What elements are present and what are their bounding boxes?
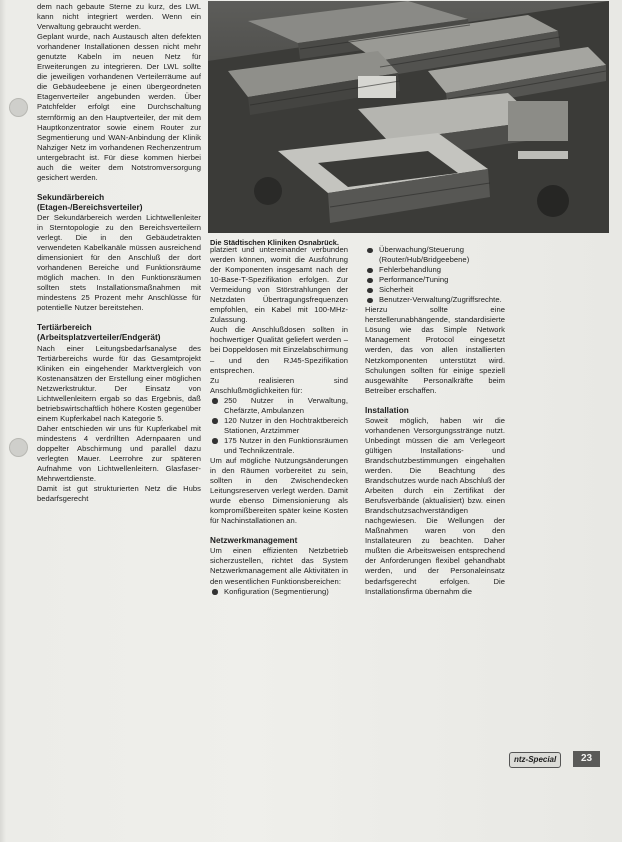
list-item: Performance/Tuning bbox=[365, 275, 505, 285]
text-column-3 bbox=[365, 245, 505, 597]
list-item: Sicherheit bbox=[365, 285, 505, 295]
text-column-1 bbox=[37, 2, 201, 504]
list-item: Überwachung/Steuerung (Router/Hub/Bridgeebene) bbox=[365, 245, 505, 265]
hospital-photo-illustration bbox=[208, 1, 609, 233]
punch-hole bbox=[9, 98, 28, 117]
paragraph: Geplant wurde, nach Austausch alten defekten vorhandener Installationen dessen nicht mehr genutzte Kabeln im neuen Netz für Erweiterungen zu integrieren. Der LWL sollte die jeweiligen vorhandenen Verteilerräume auf die Gebäudeebene je einen übergeordneten Etagenverteiler angebunden werden. Über Patchfelder erfolgt eine Durchschaltung sternförmig an den Hauptverteiler, der mit dem Hauptkonzentrator sowie einem Router zur Segmentierung und WAN-Anbindung der Klinik Nahziger Netz im vorhandenen Rechenzentrum untergebracht ist. Für diese kommen hierbei auch die weiter dem Notstromversorgung gesichert werden. bbox=[37, 32, 201, 182]
hospital-aerial-photo bbox=[208, 1, 609, 233]
section-heading: Tertiärbereich (Arbeitsplatzverteiler/Endgerät) bbox=[37, 323, 161, 343]
paragraph: Daher entschieden wir uns für Kupferkabel mit mindestens 4 verdrillten Adernpaaren und doppelter Abschirmung und parallel dazu verlegten Mauer. Leerrohre zur späteren Aufnahme von Lichtwellenleitern. Glasfaser-Mehrwertdienste. bbox=[37, 423, 201, 484]
photo-caption: Die Städtischen Kliniken Osnabrück. bbox=[210, 238, 339, 247]
paragraph: Zu realisieren sind Anschlußmöglichkeiten für: bbox=[210, 375, 348, 395]
paragraph: Um auf mögliche Nutzungsänderungen in den Räumen vorbereitet zu sein, sollten in den Zwischendecken Leitungsreserven verlegt werden. Damit wurde ebenso Dimensionierung als kompromißbereiten später keine Kosten für Nachinstallationen an. bbox=[210, 455, 348, 526]
section-heading: Installation bbox=[365, 405, 409, 415]
paragraph: Um einen effizienten Netzbetrieb sicherzustellen, richtet das System Netzwerkmanagement alle Aktivitäten in den wesentlichen Funktionsbereichen: bbox=[210, 546, 348, 586]
page-number: 23 bbox=[573, 751, 600, 767]
paragraph: Damit ist gut strukturierten Netz die Hubs bedarfsgerecht bbox=[37, 484, 201, 504]
bullet-list bbox=[365, 245, 505, 305]
magazine-logo: ntz-Special bbox=[509, 752, 561, 768]
paragraph: platziert und untereinander verbunden werden können, womit die Ausführung der Komponenten insgesamt nach der 10-Base-T-Spezifikation erfolgen. Zur Vermeidung von Störstrahlungen der Netzdaten Übertragungsfrequenzen empfohlen, ein Kabel mit 100-MHz-Zulassung. bbox=[210, 245, 348, 325]
paragraph: Auch die Anschlußdosen sollten in hochwertiger Qualität geliefert werden – bei Doppeldosen mit Einzelabschirmung – und den RJ45-Spezifikation entsprechen. bbox=[210, 325, 348, 375]
list-item: Konfiguration (Segmentierung) bbox=[210, 587, 348, 597]
list-item: 175 Nutzer in den Funktionsräumen und Technikzentrale. bbox=[210, 436, 348, 456]
paragraph: Soweit möglich, haben wir die vorhandenen Versorgungsstränge nutzt. Unbedingt müssen die am Verlegeort gültigen Installations- und Brandschutzbestimmungen eingehalten werden. Die Beachtung des Brandschutzes wurde nach Abschluß der Arbeiten durch ein Zertifikat der Berufsverbände (aktualisiert) bzw. einen Brandschutzsachverständigen nachgewiesen. Die Wellungen der Maßnahmen waren von den Installateuren zu beachten. Daher mußten die Arbeitsweisen entsprechend der Anforderungen flexibel gehandhabt werden, und der Personaleinsatz bedarfsgerecht erfolgen. Die Installationsfirma übernahm die bbox=[365, 415, 505, 596]
section-heading: Sekundärbereich (Etagen-/Bereichsverteiler) bbox=[37, 192, 143, 212]
paragraph: dem nach gebaute Sterne zu kurz, des LWL kann nicht integriert werden. Wenn ein Verwaltung gebraucht werden. bbox=[37, 2, 201, 32]
section-heading: Netzwerkmanagement bbox=[210, 536, 298, 546]
bullet-list bbox=[210, 396, 348, 456]
list-item: 250 Nutzer in Verwaltung, Chefärzte, Ambulanzen bbox=[210, 396, 348, 416]
list-item: 120 Nutzer in den Hochtraktbereich Stationen, Arztzimmer bbox=[210, 416, 348, 436]
paragraph: Nach einer Leitungsbedarfsanalyse des Tertiärbereichs wurde für das Gesamtprojekt Kliniken ein eingehender Marktvergleich von Kostenansätzen der Erstellung einer möglichen Netzwerkstruktur. Der Einsatz von Lichtwellenleitern ergab so das Ergebnis, daß betriebswirtschaftlich höhere Kosten gegenüber einem Kupferkabel nach Kategorie 5. bbox=[37, 343, 201, 423]
list-item: Benutzer-Verwaltung/Zugriffsrechte. bbox=[365, 295, 505, 305]
text-column-2 bbox=[210, 245, 348, 597]
bullet-list bbox=[210, 587, 348, 597]
paragraph: Hierzu sollte eine herstellerunabhängende, standardisierte Lösung wie das Simple Network Management Protocol eingesetzt werden, das von allen installierten Netzkomponenten unterstützt wird. Schulungen sollten für einige speziell ausgewählte Personalkräfte beim Betreiber erschaffen. bbox=[365, 305, 505, 395]
paragraph: Der Sekundärbereich werden Lichtwellenleiter in Sterntopologie zu den Bereichsverteilern verlegt. Die in den Gebäudetrakten verwendeten Kabelkanäle müssen ausreichend dimensioniert für den Anschluß der dort vorhandenen Bereiche und Funktionsräume möglich machen. In den Funktionsräumen sollten stets Installationsmaßnahmen mit mindestens 25 Prozent mehr Anschlüsse für potentielle Nutzer bereitstehen. bbox=[37, 212, 201, 313]
punch-hole bbox=[9, 438, 28, 457]
list-item: Fehlerbehandlung bbox=[365, 265, 505, 275]
